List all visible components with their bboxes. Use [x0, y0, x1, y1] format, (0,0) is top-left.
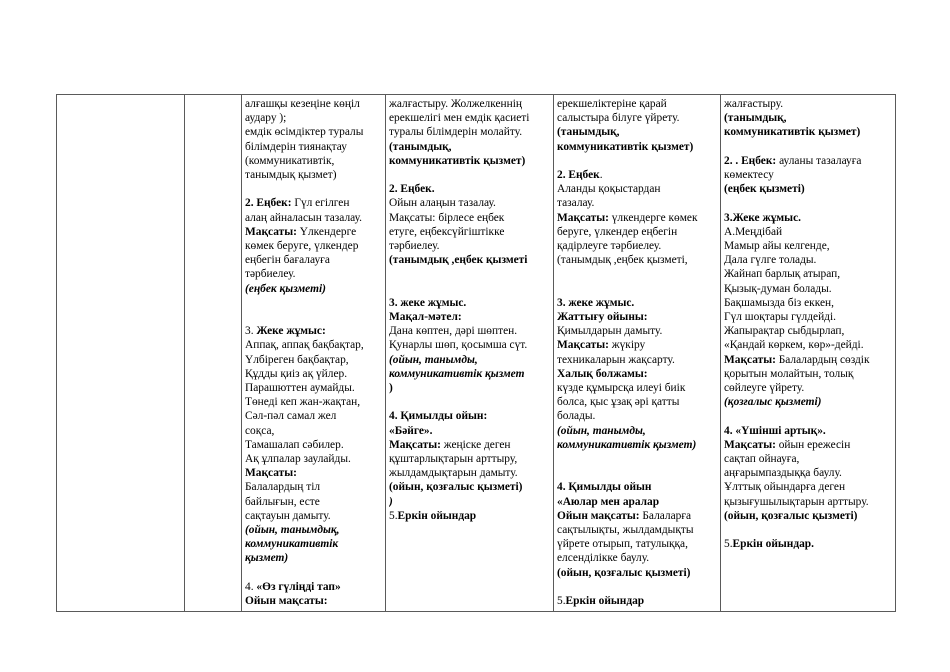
text-run: техникаларын жақсарту. — [557, 353, 675, 366]
text-line — [245, 125, 383, 139]
text-run: етуге, еңбексүйгіштікке — [389, 225, 505, 238]
text-run: жалғастыру. — [724, 98, 784, 110]
text-run: Жапырақтар сыбдырлап, — [724, 325, 845, 338]
text-line — [245, 424, 383, 438]
text-run: Гүл егілген — [294, 197, 350, 210]
text-line — [389, 495, 551, 509]
text-line — [245, 182, 383, 196]
text-line — [724, 523, 893, 537]
text-run: Ойын алаңын тазалау. — [389, 197, 496, 210]
text-line — [724, 452, 893, 466]
text-run: сақтылықты, жылдамдықты — [557, 524, 694, 537]
text-line — [389, 367, 551, 381]
text-run: алаң айналасын тазалау. — [245, 211, 363, 224]
text-run: Ойын мақсаты: — [557, 509, 643, 522]
text-run: 5. — [389, 509, 398, 522]
text-run: 4. Қимылды ойын — [557, 481, 652, 494]
text-line — [557, 225, 718, 239]
text-run: ерекшеліктеріне қарай — [557, 98, 667, 110]
text-line — [245, 324, 383, 338]
text-line — [724, 97, 893, 111]
text-line — [724, 253, 893, 267]
table-bottom-border — [56, 611, 896, 612]
text-run: көмек беруге, үлкендер — [245, 240, 359, 253]
text-run: Гүл шоқтары гүлдейді. — [724, 311, 836, 324]
text-line — [557, 310, 718, 324]
text-run: туралы білімдерін молайту. — [389, 126, 523, 139]
text-line — [557, 594, 718, 608]
text-line — [557, 168, 718, 182]
text-line — [245, 239, 383, 253]
text-line — [724, 196, 893, 210]
text-run: . — [599, 169, 603, 181]
text-run: Аппақ, аппақ бақбақтар, — [245, 339, 364, 352]
text-line — [389, 324, 551, 338]
text-run: сақтауын дамыту. — [245, 509, 331, 522]
text-line — [724, 140, 893, 154]
text-run: Мақсаты: — [557, 339, 612, 352]
text-run: 4. «Үшінші артық». — [724, 424, 826, 437]
text-line — [557, 125, 718, 139]
text-run: Ойын мақсаты: — [245, 595, 328, 608]
text-line — [557, 97, 718, 111]
text-run: (танымдық ,еңбек қызметі — [389, 254, 528, 267]
text-line — [557, 438, 718, 452]
text-line — [557, 296, 718, 310]
text-line — [557, 580, 718, 594]
text-line — [245, 409, 383, 423]
text-line — [557, 196, 718, 210]
text-line — [245, 267, 383, 281]
text-run: Жайнап барлық атырап, — [724, 268, 841, 281]
text-line — [557, 239, 718, 253]
text-line — [557, 267, 718, 281]
text-run: Балаларға — [642, 509, 692, 522]
text-line — [557, 480, 718, 494]
text-run: (танымдық, — [557, 126, 620, 139]
text-run: еңбегін бағалауға — [245, 254, 330, 267]
text-line — [245, 111, 383, 125]
text-run: Балалардың сөздік — [778, 353, 870, 366]
text-run: Еркін ойындар — [397, 509, 477, 522]
text-run: тәрбиелеу. — [245, 268, 296, 281]
text-line — [557, 566, 718, 580]
text-line — [389, 395, 551, 409]
text-line — [245, 367, 383, 381]
text-line — [389, 196, 551, 210]
text-run: коммуникативтік қызмет) — [389, 154, 526, 167]
text-line — [245, 353, 383, 367]
column-divider-3 — [385, 94, 386, 612]
text-run: Қызық-думан болады. — [724, 282, 832, 295]
text-run: үлкендерге көмек — [611, 211, 698, 224]
text-run: (танымдық, — [389, 140, 452, 153]
text-line — [245, 310, 383, 324]
text-line — [245, 168, 383, 182]
text-run: беруге, үлкендер еңбегін — [557, 225, 678, 238]
text-line — [724, 168, 893, 182]
text-line — [245, 551, 383, 565]
text-line — [245, 225, 383, 239]
text-run: білімдерін тиянақтау — [245, 140, 347, 153]
text-line — [557, 182, 718, 196]
text-run: Сәл-пәл самал жел — [245, 410, 337, 423]
text-run: Мақсаты: — [245, 225, 300, 238]
text-line — [389, 125, 551, 139]
text-line — [245, 580, 383, 594]
text-run: «Өз гүліңді тап» — [256, 580, 341, 593]
text-run: (танымдық, — [724, 112, 787, 125]
text-line — [557, 338, 718, 352]
text-run: Мақал-мәтел: — [389, 311, 462, 323]
text-run: танымдық қызмет) — [245, 169, 337, 182]
text-run: болса, қыс ұзақ әрі қатты — [557, 396, 680, 409]
text-line — [389, 381, 551, 395]
text-line — [245, 211, 383, 225]
text-line — [557, 111, 718, 125]
text-line — [245, 537, 383, 551]
text-run: ) — [389, 495, 393, 508]
text-line — [557, 409, 718, 423]
text-line — [724, 125, 893, 139]
text-run: күзде құмырсқа илеуі биік — [557, 382, 686, 395]
text-run: қорытын молайтын, толық — [724, 367, 854, 380]
text-line — [389, 438, 551, 452]
text-run: (танымдық ,еңбек қызметі, — [557, 254, 688, 267]
text-run: жылдамдықтарын дамыту. — [389, 467, 518, 480]
text-line — [557, 452, 718, 466]
text-line — [724, 480, 893, 494]
text-line — [389, 296, 551, 310]
column-divider-2 — [241, 94, 242, 612]
text-run: құштарлықтарын арттыру, — [389, 453, 518, 466]
text-run: елсенділікке баулу. — [557, 552, 650, 565]
text-line — [389, 154, 551, 168]
text-run: Мақсаты: бірлесе еңбек — [389, 211, 505, 224]
text-run: сақтап ойнауға, — [724, 453, 800, 466]
text-run: Тамашалап сәбилер. — [245, 438, 344, 451]
text-run: аңғарымпаздыққа баулу. — [724, 467, 842, 480]
text-line — [245, 509, 383, 523]
text-run: 3. — [245, 325, 257, 338]
text-run: А.Меңдібай — [724, 225, 783, 238]
text-line — [389, 480, 551, 494]
text-line — [245, 480, 383, 494]
text-line — [245, 154, 383, 168]
text-run: «Қандай көркем, көр»-дейді. — [724, 339, 864, 352]
text-line — [245, 594, 383, 608]
text-run: (ойын, қозғалыс қызметі) — [389, 481, 523, 494]
text-run: ерекшелігі мен емдік қасиеті — [389, 112, 530, 125]
text-line — [724, 466, 893, 480]
text-run: 2. Еңбек — [557, 169, 600, 181]
text-run: Құдды қиіз ақ үйлер. — [245, 367, 348, 380]
text-run: соқса, — [245, 424, 275, 437]
text-line — [245, 381, 383, 395]
text-line — [389, 168, 551, 182]
text-run: Еркін ойындар — [565, 595, 645, 608]
text-line — [245, 466, 383, 480]
text-run: 3. жеке жұмыс. — [389, 296, 467, 309]
text-run: (ойын, қозғалыс қызметі) — [557, 566, 691, 579]
text-line — [389, 353, 551, 367]
text-line — [245, 296, 383, 310]
text-run: тәрбиелеу. — [389, 240, 440, 253]
text-run: Мамыр айы келгенде, — [724, 240, 830, 252]
text-line — [724, 509, 893, 523]
text-run: Қимылдарын дамыту. — [557, 325, 663, 338]
text-run: Жаттығу ойыны: — [557, 311, 648, 323]
text-line — [389, 338, 551, 352]
text-run: (ойын, танымды, — [389, 353, 478, 366]
text-line — [245, 338, 383, 352]
text-run: тазалау. — [557, 197, 595, 210]
text-line — [724, 438, 893, 452]
text-run: жалғастыру. Жолжелкеннің — [389, 98, 522, 110]
table-cell-day-1 — [245, 97, 383, 609]
text-line — [724, 282, 893, 296]
text-line — [724, 338, 893, 352]
text-line — [724, 267, 893, 281]
text-line — [389, 452, 551, 466]
text-line — [389, 509, 551, 523]
text-line — [389, 239, 551, 253]
text-run: жүкіру — [611, 339, 646, 352]
text-line — [724, 239, 893, 253]
text-line — [724, 211, 893, 225]
text-run: сөйлеуге үйрету. — [724, 382, 805, 395]
text-run: Ұлттық ойындарға деген — [724, 481, 846, 494]
text-line — [557, 381, 718, 395]
text-run: үйрете отырып, татулыққа, — [557, 538, 688, 551]
column-divider-4 — [553, 94, 554, 612]
text-run: Қунарлы шөп, қосымша сүт. — [389, 339, 528, 352]
text-line — [557, 367, 718, 381]
text-line — [389, 424, 551, 438]
text-run: 2. . Еңбек: — [724, 154, 780, 167]
text-line — [724, 409, 893, 423]
text-line — [724, 353, 893, 367]
text-line — [557, 523, 718, 537]
text-run: 2. Еңбек: — [245, 197, 295, 210]
text-line — [245, 97, 383, 111]
text-run: (қозғалыс қызметі) — [724, 396, 822, 409]
text-line — [389, 409, 551, 423]
text-line — [724, 324, 893, 338]
text-run: жеңіске деген — [443, 438, 511, 451]
text-run: коммуникативтік қызмет) — [557, 438, 697, 451]
table-cell-empty-1 — [57, 95, 183, 610]
text-line — [389, 282, 551, 296]
text-run: Ақ ұлпалар заулайды. — [245, 453, 351, 466]
table-cell-empty-2 — [185, 95, 240, 610]
text-line — [389, 111, 551, 125]
text-run: Мақсаты: — [557, 211, 612, 224]
text-line — [724, 381, 893, 395]
text-line — [724, 495, 893, 509]
text-line — [724, 225, 893, 239]
text-run: ) — [389, 382, 393, 395]
text-run: байлығын, есте — [245, 495, 320, 508]
text-line — [389, 182, 551, 196]
text-run: алғашқы кезеңіне көңіл — [245, 98, 360, 110]
text-line — [557, 495, 718, 509]
text-line — [245, 523, 383, 537]
text-line — [389, 267, 551, 281]
table-cell-day-2 — [389, 97, 551, 609]
text-line — [557, 509, 718, 523]
table-cell-day-3 — [557, 97, 718, 609]
text-line — [389, 97, 551, 111]
text-line — [245, 395, 383, 409]
text-run: 3.Жеке жұмыс. — [724, 211, 801, 224]
text-run: коммуникативтік қызмет) — [724, 126, 861, 139]
text-line — [557, 324, 718, 338]
text-line — [557, 551, 718, 565]
text-run: емдік өсімдіктер туралы — [245, 126, 364, 139]
text-line — [557, 253, 718, 267]
text-line — [724, 296, 893, 310]
text-run: (коммуникативтік, — [245, 154, 335, 167]
text-run: (еңбек қызметі) — [245, 282, 326, 295]
text-run: (ойын, қозғалыс қызметі) — [724, 509, 858, 522]
text-line — [557, 395, 718, 409]
table-cell-day-4 — [724, 97, 893, 609]
text-line — [245, 253, 383, 267]
text-line — [724, 111, 893, 125]
text-line — [724, 310, 893, 324]
text-run: Балалардың тіл — [245, 481, 321, 494]
text-line — [557, 466, 718, 480]
text-run: қызығушылықтарын арттыру. — [724, 495, 869, 508]
text-line — [557, 537, 718, 551]
text-run: қадірлеуге тәрбиелеу. — [557, 240, 662, 253]
text-line — [724, 182, 893, 196]
text-run: коммуникативтік — [245, 538, 339, 551]
text-run: Бақшамызда біз еккен, — [724, 296, 834, 309]
text-run: 5. — [557, 595, 566, 608]
text-line — [557, 154, 718, 168]
text-run: Еркін ойындар. — [732, 538, 814, 551]
text-run: болады. — [557, 410, 596, 423]
text-run: 2. Еңбек. — [389, 183, 435, 196]
text-line — [245, 140, 383, 154]
text-run: көмектесу — [724, 169, 774, 181]
text-run: Төнеді кеп жан-жақтан, — [245, 396, 361, 409]
text-run: Халық болжамы: — [557, 367, 648, 380]
text-line — [389, 211, 551, 225]
text-run: Дана көптен, дәрі шөптен. — [389, 325, 518, 338]
text-run: салыстыра білуге үйрету. — [557, 112, 680, 125]
text-run: Үлбіреген бақбақтар, — [245, 353, 349, 366]
text-line — [245, 438, 383, 452]
text-line — [389, 466, 551, 480]
text-run: 4. Қимылды ойын: — [389, 410, 488, 423]
text-run: Парашюттен аумайды. — [245, 382, 355, 395]
text-run: (еңбек қызметі) — [724, 183, 805, 196]
text-run: 3. жеке жұмыс. — [557, 296, 635, 309]
text-run: (ойын, танымды, — [557, 424, 646, 437]
text-run: Мақсаты: — [724, 438, 779, 451]
text-line — [389, 140, 551, 154]
column-divider-5 — [720, 94, 721, 612]
text-run: коммуникативтік қызмет — [389, 367, 525, 380]
text-line — [245, 452, 383, 466]
text-run: Дала гүлге толады. — [724, 254, 817, 267]
text-line — [389, 310, 551, 324]
text-run: «Бәйге». — [389, 424, 433, 437]
text-run: ойын ережесін — [778, 438, 851, 451]
text-run: Мақсаты: — [724, 353, 779, 366]
text-run: 4. — [245, 580, 257, 593]
text-line — [724, 395, 893, 409]
text-run: Жеке жұмыс: — [256, 325, 326, 338]
text-run: Аланды қоқыстардан — [557, 183, 661, 196]
text-line — [557, 353, 718, 367]
text-line — [245, 495, 383, 509]
text-run: «Аюлар мен аралар — [557, 495, 660, 508]
text-line — [724, 424, 893, 438]
text-line — [389, 253, 551, 267]
text-run: Мақсаты: — [245, 467, 297, 480]
text-run: (ойын, танымдық, — [245, 524, 340, 537]
table-right-border — [895, 94, 896, 612]
text-line — [557, 424, 718, 438]
text-line — [724, 154, 893, 168]
text-run: Үлкендерге — [299, 225, 357, 238]
text-run: коммуникативтік қызмет) — [557, 140, 694, 153]
text-line — [557, 140, 718, 154]
text-line — [389, 225, 551, 239]
text-line — [245, 566, 383, 580]
text-line — [724, 367, 893, 381]
text-run: қызмет) — [245, 552, 289, 565]
text-run: аудару ); — [245, 112, 287, 125]
text-line — [245, 196, 383, 210]
text-line — [724, 537, 893, 551]
text-line — [557, 211, 718, 225]
text-run: 5. — [724, 538, 733, 551]
text-line — [557, 282, 718, 296]
text-line — [245, 282, 383, 296]
text-run: ауланы тазалауға — [779, 154, 862, 167]
text-run: Мақсаты: — [389, 438, 444, 451]
